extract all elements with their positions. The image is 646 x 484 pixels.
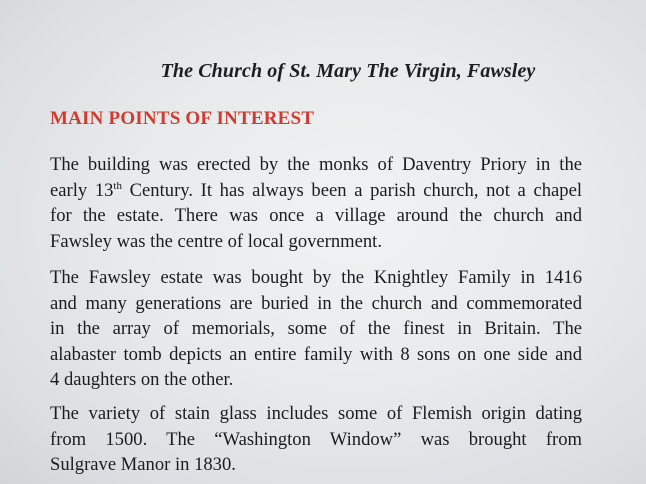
- paragraph-line: Fawsley was the centre of local government.: [50, 230, 382, 252]
- paragraph-glass: [50, 401, 582, 478]
- paragraph-line: alabaster tomb depicts an entire family with 8 sons on one side and: [50, 343, 582, 365]
- paragraph-line: Sulgrave Manor in 1830.: [50, 454, 236, 475]
- paragraph-line: The variety of stain glass includes some of Flemish origin dating: [50, 403, 582, 424]
- paragraph-line: 4 daughters on the other.: [50, 369, 234, 390]
- paragraph-line: for the estate. There was once a village around the church and: [50, 205, 582, 226]
- paragraph-line: from 1500. The “Washington Window” was brought from: [50, 428, 582, 450]
- paragraph-line: and many generations are buried in the church and commemorated: [50, 292, 582, 314]
- paragraph-line: in the array of memorials, some of the finest in Britain. The: [50, 318, 582, 339]
- paragraph-history: [50, 152, 582, 254]
- paragraph-line: [50, 178, 582, 204]
- sign-title: The Church of St. Mary The Virgin, Fawsley: [160, 60, 536, 82]
- paragraph-line: The Fawsley estate was bought by the Knightley Family in 1416: [50, 267, 582, 288]
- ordinal-suffix: th: [113, 179, 122, 192]
- text-segment: Century. It has always been a parish church, not a chapel: [121, 179, 582, 201]
- section-heading: MAIN POINTS OF INTEREST: [50, 108, 315, 129]
- text-segment: early 13: [50, 179, 114, 201]
- paragraph-line: The building was erected by the monks of Daventry Priory in the: [50, 154, 582, 175]
- paragraph-estate: [50, 265, 582, 393]
